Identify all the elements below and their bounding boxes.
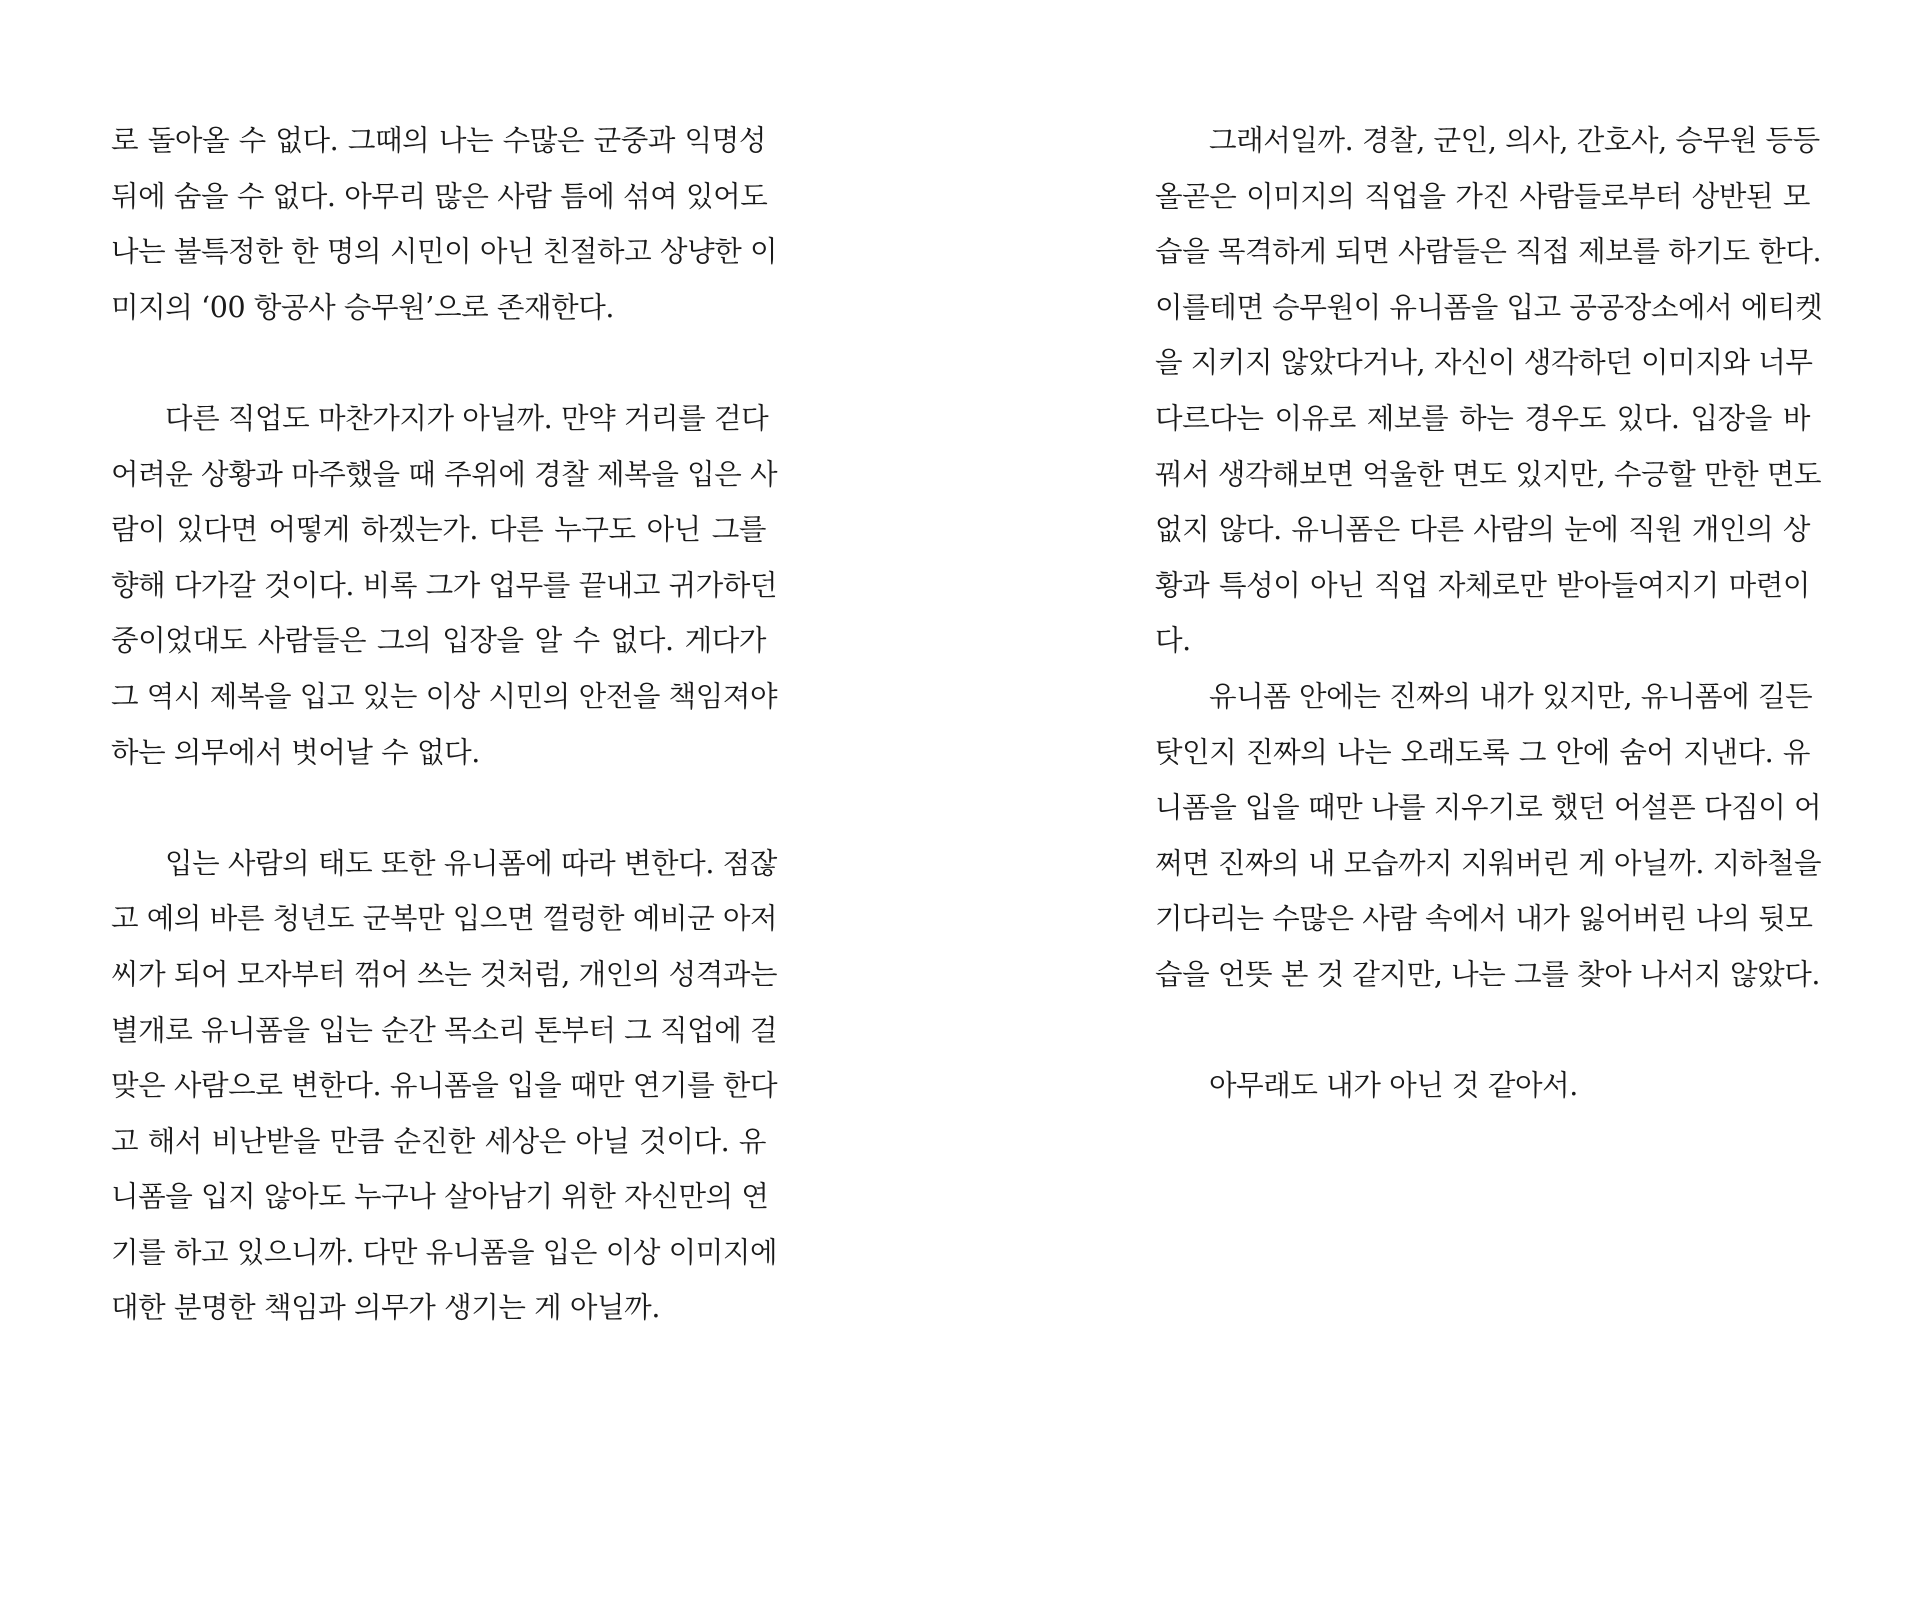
text-line: 탓인지 진짜의 나는 오래도록 그 안에 숨어 지낸다. 유 (1155, 735, 1810, 769)
paragraph (111, 113, 778, 335)
text-line: 을 지키지 않았다거나, 자신이 생각하던 이미지와 너무 (1155, 346, 1813, 380)
text-line: 기다리는 수많은 사람 속에서 내가 잃어버린 나의 뒷모 (1155, 902, 1813, 936)
paragraph (111, 391, 778, 780)
text-line: 아무래도 내가 아닌 것 같아서. (1209, 1069, 1578, 1103)
text-line: 하는 의무에서 벗어날 수 없다. (111, 735, 480, 769)
text-line: 다. (1155, 624, 1191, 658)
text-line: 맞은 사람으로 변한다. 유니폼을 입을 때만 연기를 한다 (111, 1069, 778, 1103)
text-line: 다르다는 이유로 제보를 하는 경우도 있다. 입장을 바 (1155, 401, 1810, 435)
text-line: 니폼을 입지 않아도 누구나 살아남기 위한 자신만의 연 (111, 1180, 769, 1214)
text-line: 나는 불특정한 한 명의 시민이 아닌 친절하고 상냥한 이 (111, 235, 778, 269)
text-line: 뒤에 숨을 수 없다. 아무리 많은 사람 틈에 섞여 있어도 (111, 179, 768, 213)
text-line: 습을 언뜻 본 것 같지만, 나는 그를 찾아 나서지 않았다. (1155, 957, 1821, 991)
text-line: 중이었대도 사람들은 그의 입장을 알 수 없다. 게다가 (111, 624, 766, 658)
text-line: 고 해서 비난받을 만큼 순진한 세상은 아닐 것이다. 유 (111, 1124, 766, 1158)
paragraph (1155, 1058, 1810, 1114)
text-line: 습을 목격하게 되면 사람들은 직접 제보를 하기도 한다. (1155, 235, 1822, 269)
left-page (111, 113, 778, 1336)
text-line: 꿔서 생각해보면 억울한 면도 있지만, 수긍할 만한 면도 (1155, 457, 1822, 491)
paragraph (1155, 669, 1822, 1003)
text-line: 그래서일까. 경찰, 군인, 의사, 간호사, 승무원 등등 (1209, 124, 1820, 157)
paragraph-gap (111, 335, 766, 391)
text-line: 기를 하고 있으니까. 다만 유니폼을 입은 이상 이미지에 (111, 1235, 778, 1269)
text-line: 올곧은 이미지의 직업을 가진 사람들로부터 상반된 모 (1155, 179, 1810, 213)
paragraph (111, 836, 778, 1336)
paragraph (1155, 113, 1823, 669)
text-line: 니폼을 입을 때만 나를 지우기로 했던 어설픈 다짐이 어 (1155, 791, 1822, 825)
text-line: 쩌면 진짜의 내 모습까지 지워버린 게 아닐까. 지하철을 (1155, 846, 1822, 880)
text-line: 그 역시 제복을 입고 있는 이상 시민의 안전을 책임져야 (111, 679, 778, 713)
text-line: 미지의 ‘00 항공사 승무원’으로 존재한다. (111, 290, 615, 324)
text-line: 황과 특성이 아닌 직업 자체로만 받아들여지기 마련이 (1155, 568, 1810, 602)
text-line: 입는 사람의 태도 또한 유니폼에 따라 변한다. 점잖 (165, 846, 777, 880)
paragraph-gap (1155, 1003, 1810, 1059)
text-line: 람이 있다면 어떻게 하겠는가. 다른 누구도 아닌 그를 (111, 513, 766, 547)
text-line: 로 돌아올 수 없다. 그때의 나는 수많은 군중과 익명성 (111, 124, 766, 157)
right-page (1155, 113, 1823, 1114)
paragraph-gap (111, 780, 766, 836)
text-line: 대한 분명한 책임과 의무가 생기는 게 아닐까. (111, 1291, 660, 1325)
text-line: 다른 직업도 마찬가지가 아닐까. 만약 거리를 걷다 (165, 401, 769, 435)
text-line: 이를테면 승무원이 유니폼을 입고 공공장소에서 에티켓 (1155, 290, 1823, 324)
text-line: 씨가 되어 모자부터 꺾어 쓰는 것처럼, 개인의 성격과는 (111, 957, 778, 991)
text-line: 별개로 유니폼을 입는 순간 목소리 톤부터 그 직업에 걸 (111, 1013, 778, 1047)
text-line: 없지 않다. 유니폼은 다른 사람의 눈에 직원 개인의 상 (1155, 513, 1810, 547)
text-line: 어려운 상황과 마주했을 때 주위에 경찰 제복을 입은 사 (111, 457, 778, 491)
text-line: 향해 다가갈 것이다. 비록 그가 업무를 끝내고 귀가하던 (111, 568, 778, 602)
text-line: 고 예의 바른 청년도 군복만 입으면 껄렁한 예비군 아저 (111, 902, 778, 936)
text-line: 유니폼 안에는 진짜의 내가 있지만, 유니폼에 길든 (1209, 679, 1813, 713)
